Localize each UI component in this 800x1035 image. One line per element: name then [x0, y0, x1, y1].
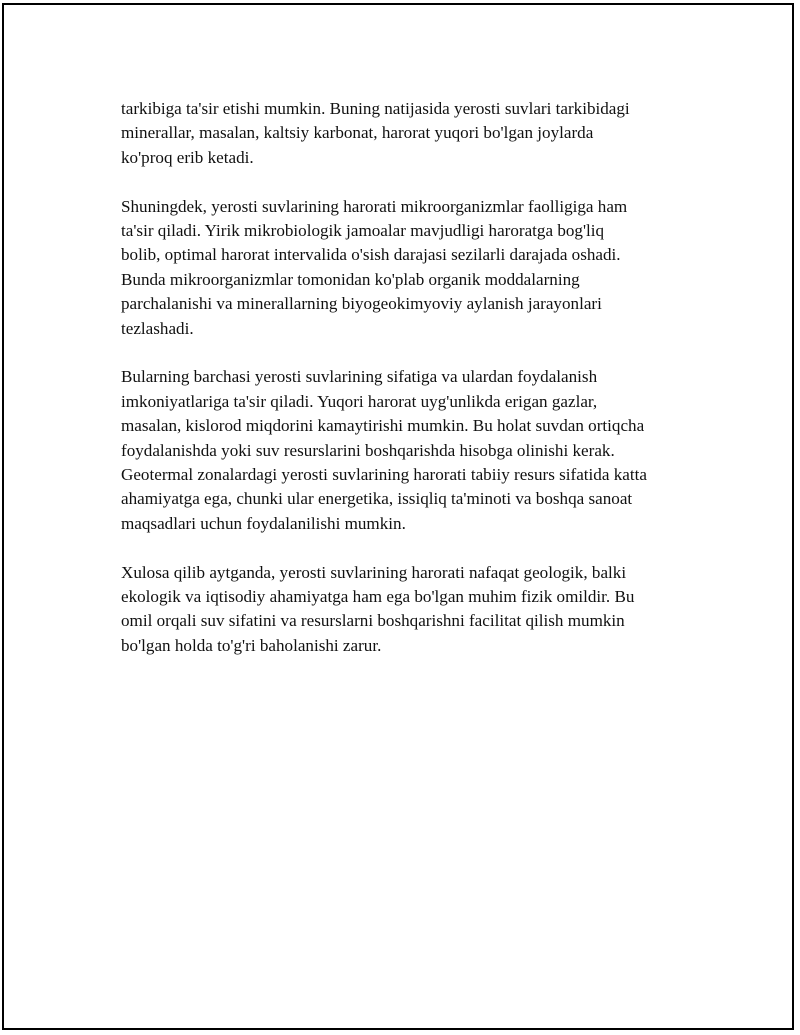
text-line: ko'proq erib ketadi. — [121, 147, 254, 167]
text-line: masalan, kislorod miqdorini kamaytirishi mumkin. Bu holat suvdan ortiqcha — [121, 416, 645, 436]
text-line: bo'lgan holda to'g'ri baholanishi zarur. — [121, 635, 382, 655]
text-line: omil orqali suv sifatini va resurslarni boshqarishni facilitat qilish mumkin — [121, 611, 625, 631]
text-line: minerallar, masalan, kaltsiy karbonat, harorat yuqori bo'lgan joylarda — [121, 123, 594, 143]
paragraph-2 — [121, 195, 711, 341]
text-line: bolib, optimal harorat intervalida o'sish darajasi sezilarli darajada oshadi. — [121, 245, 621, 265]
text-line: parchalanishi va minerallarning biyogeokimyoviy aylanish jarayonlari — [121, 294, 602, 314]
text-line: tarkibiga ta'sir etishi mumkin. Buning natijasida yerosti suvlari tarkibidagi — [121, 99, 630, 118]
text-line: Bunda mikroorganizmlar tomonidan ko'plab organik moddalarning — [121, 269, 580, 289]
document-body — [121, 97, 711, 683]
text-line: imkoniyatlariga ta'sir qiladi. Yuqori harorat uyg'unlikda erigan gazlar, — [121, 391, 598, 411]
text-line: maqsadlari uchun foydalanilishi mumkin. — [121, 513, 406, 533]
text-line: Xulosa qilib aytganda, yerosti suvlarining harorati nafaqat geologik, balki — [121, 562, 627, 582]
text-line: Geotermal zonalardagi yerosti suvlarining harorati tabiiy resurs sifatida katta — [121, 465, 647, 485]
text-line: tezlashadi. — [121, 318, 194, 338]
paragraph-4 — [121, 561, 711, 659]
text-line: Bularning barchasi yerosti suvlarining sifatiga va ulardan foydalanish — [121, 367, 598, 387]
paragraph-3 — [121, 365, 711, 536]
text-line: foydalanishda yoki suv resurslarini boshqarishda hisobga olinishi kerak. — [121, 440, 615, 460]
text-line: ahamiyatga ega, chunki ular energetika, issiqliq ta'minoti va boshqa sanoat — [121, 489, 633, 509]
text-line: ta'sir qiladi. Yirik mikrobiologik jamoalar mavjudligi haroratga bog'liq — [121, 221, 605, 241]
text-line: Shuningdek, yerosti suvlarining harorati mikroorganizmlar faolligiga ham — [121, 196, 628, 216]
paragraph-1 — [121, 97, 711, 170]
text-line: ekologik va iqtisodiy ahamiyatga ham ega bo'lgan muhim fizik omildir. Bu — [121, 587, 635, 607]
page-frame — [2, 3, 794, 1030]
